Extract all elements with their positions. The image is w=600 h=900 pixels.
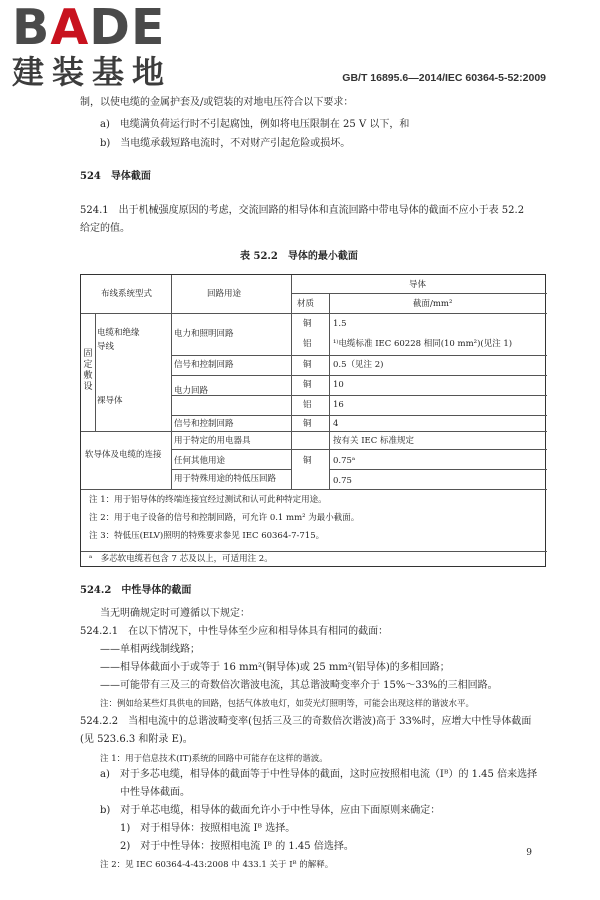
material-cu-4: 铜 <box>303 419 312 429</box>
use-signal-control-2: 信号和控制回路 <box>174 419 234 429</box>
bade-logo <box>10 0 175 91</box>
item-a-multicore-cont: 中性导体截面。 <box>120 787 190 798</box>
table-title: 表 52.2 导体的最小截面 <box>240 251 358 262</box>
material-cu-5: 铜 <box>303 456 312 466</box>
sub-bare: 裸导体 <box>97 396 123 406</box>
section-16: 16 <box>333 400 344 410</box>
paragraph-intro: 制，以使电缆的金属护套及/或铠装的对地电压符合以下要求： <box>80 97 354 108</box>
page-number: 9 <box>526 848 532 858</box>
section-al-note: ¹⁾电缆标准 IEC 60228 相同(10 mm²)(见注 1) <box>333 339 513 349</box>
logo-letters-de: DE <box>89 0 166 56</box>
paragraph-5241: 524.1 出于机械强度原因的考虑，交流回路的相导体和直流回路中带电导体的截面不应小于表 52.2 <box>80 205 525 216</box>
note-ib-explanation: 注 2：见 IEC 60364-4-43:2008 中 433.1 关于 Iᴮ 的解释。 <box>100 860 334 870</box>
dash-item-2: ——相导体截面小于或等于 16 mm²(铜导体)或 25 mm²(铝导体)的多相回路； <box>100 662 450 673</box>
paragraph-52422-cont: (见 523.6.3 和附录 E)。 <box>80 734 193 745</box>
group-flexible: 软导体及电缆的连接 <box>85 450 162 460</box>
use-signal-control-1: 信号和控制回路 <box>174 360 234 370</box>
item-b-singlecore: b) 对于单芯电缆，相导体的截面允许小于中性导体，应由下面原则来确定： <box>100 805 441 816</box>
use-elv: 用于特殊用途的特低压回路 <box>174 474 277 484</box>
sub-cable-line2: 导线 <box>97 342 115 352</box>
group-fixed: 固定敷设 <box>83 349 93 392</box>
section-1-5: 1.5 <box>333 319 347 329</box>
section-4: 4 <box>333 419 339 429</box>
material-cu-2: 铜 <box>303 360 312 370</box>
table-note-3: 注 3：特低压(ELV)照明的特殊要求参见 IEC 60364-7-715。 <box>89 531 325 541</box>
table-note-2: 注 2：用于电子设备的信号和控制回路，可允许 0.1 mm² 为最小截面。 <box>89 513 360 523</box>
dash-item-1: ——单相两线制线路； <box>100 644 200 655</box>
section-heading-524: 524 导体截面 <box>80 171 151 182</box>
standard-header: GB/T 16895.6—2014/IEC 60364-5-52:2009 <box>342 72 546 84</box>
note-harmonics: 注：例如给某些灯具供电的回路，包括气体放电灯，如荧光灯照明等，可能会出现这样的谐波水平。 <box>100 699 475 709</box>
material-cu-1: 铜 <box>303 319 312 329</box>
material-cu-3: 铜 <box>303 380 312 390</box>
use-power: 电力回路 <box>174 386 209 396</box>
paragraph-5241-cont: 给定的值。 <box>80 223 130 234</box>
logo-letter-b: B <box>12 0 51 56</box>
min-cross-section-table <box>80 274 546 567</box>
col-header-wiring: 布线系统型式 <box>101 289 153 299</box>
paragraph-52421: 524.2.1 在以下情况下，中性导体至少应和相导体具有相同的截面： <box>80 626 389 637</box>
section-10: 10 <box>333 380 344 390</box>
item-a-multicore: a) 对于多芯电缆，相导体的截面等于中性导体的截面，这时应按照相电流（Iᴮ）的 1.45 倍来选择 <box>100 769 538 780</box>
col-header-use: 回路用途 <box>207 289 242 299</box>
material-al-1: 铝 <box>303 339 312 349</box>
material-al-2: 铝 <box>303 400 312 410</box>
note-it-system: 注 1：用于信息技术(IT)系统的回路中可能存在这样的谐波。 <box>100 754 328 764</box>
logo-latin <box>12 0 166 56</box>
section-0-75a: 0.75ᵃ <box>333 456 356 466</box>
list-item-b: b) 当电缆承载短路电流时，不对财产引起危险或损坏。 <box>100 138 351 149</box>
table-note-1: 注 1：用于铝导体的终端连接宜经过测试和认可此种特定用途。 <box>89 495 327 505</box>
col-header-material: 材质 <box>297 299 315 309</box>
section-0-5: 0.5（见注 2) <box>333 360 384 370</box>
logo-cjk: 建装基地 <box>12 53 173 91</box>
sub-cable-line1: 电缆和绝缘 <box>97 328 140 338</box>
section-iec: 按有关 IEC 标准规定 <box>333 436 414 446</box>
col-header-section: 截面/mm² <box>413 299 453 309</box>
table-footnote: ᵃ 多芯软电缆若包含 7 芯及以上，可适用注 2。 <box>89 554 273 564</box>
use-specific-appliance: 用于特定的用电器具 <box>174 436 251 446</box>
list-item-a: a) 电缆满负荷运行时不引起腐蚀，例如将电压限制在 25 V 以下，和 <box>100 119 410 130</box>
use-other: 任何其他用途 <box>174 456 226 466</box>
item-b1-phase: 1) 对于相导体：按照相电流 Iᴮ 选择。 <box>120 823 296 834</box>
use-power-lighting: 电力和照明回路 <box>174 329 234 339</box>
paragraph-5242-intro: 当无明确规定时可遵循以下规定： <box>100 608 250 619</box>
col-header-conductor: 导体 <box>409 280 427 290</box>
section-0-75: 0.75 <box>333 476 352 486</box>
dash-item-3: ——可能带有三及三的奇数倍次谐波电流，其总谐波畸变率介于 15%～33%的三相回路。 <box>100 680 498 691</box>
item-b2-neutral: 2) 对于中性导体：按照相电流 Iᴮ 的 1.45 倍选择。 <box>120 841 354 852</box>
section-heading-5242: 524.2 中性导体的截面 <box>80 585 192 596</box>
paragraph-52422: 524.2.2 当相电流中的总谐波畸变率(包括三及三的奇数倍次谐波)高于 33%时，应增大中性导体截面 <box>80 716 532 727</box>
logo-letter-a: A <box>50 0 90 56</box>
